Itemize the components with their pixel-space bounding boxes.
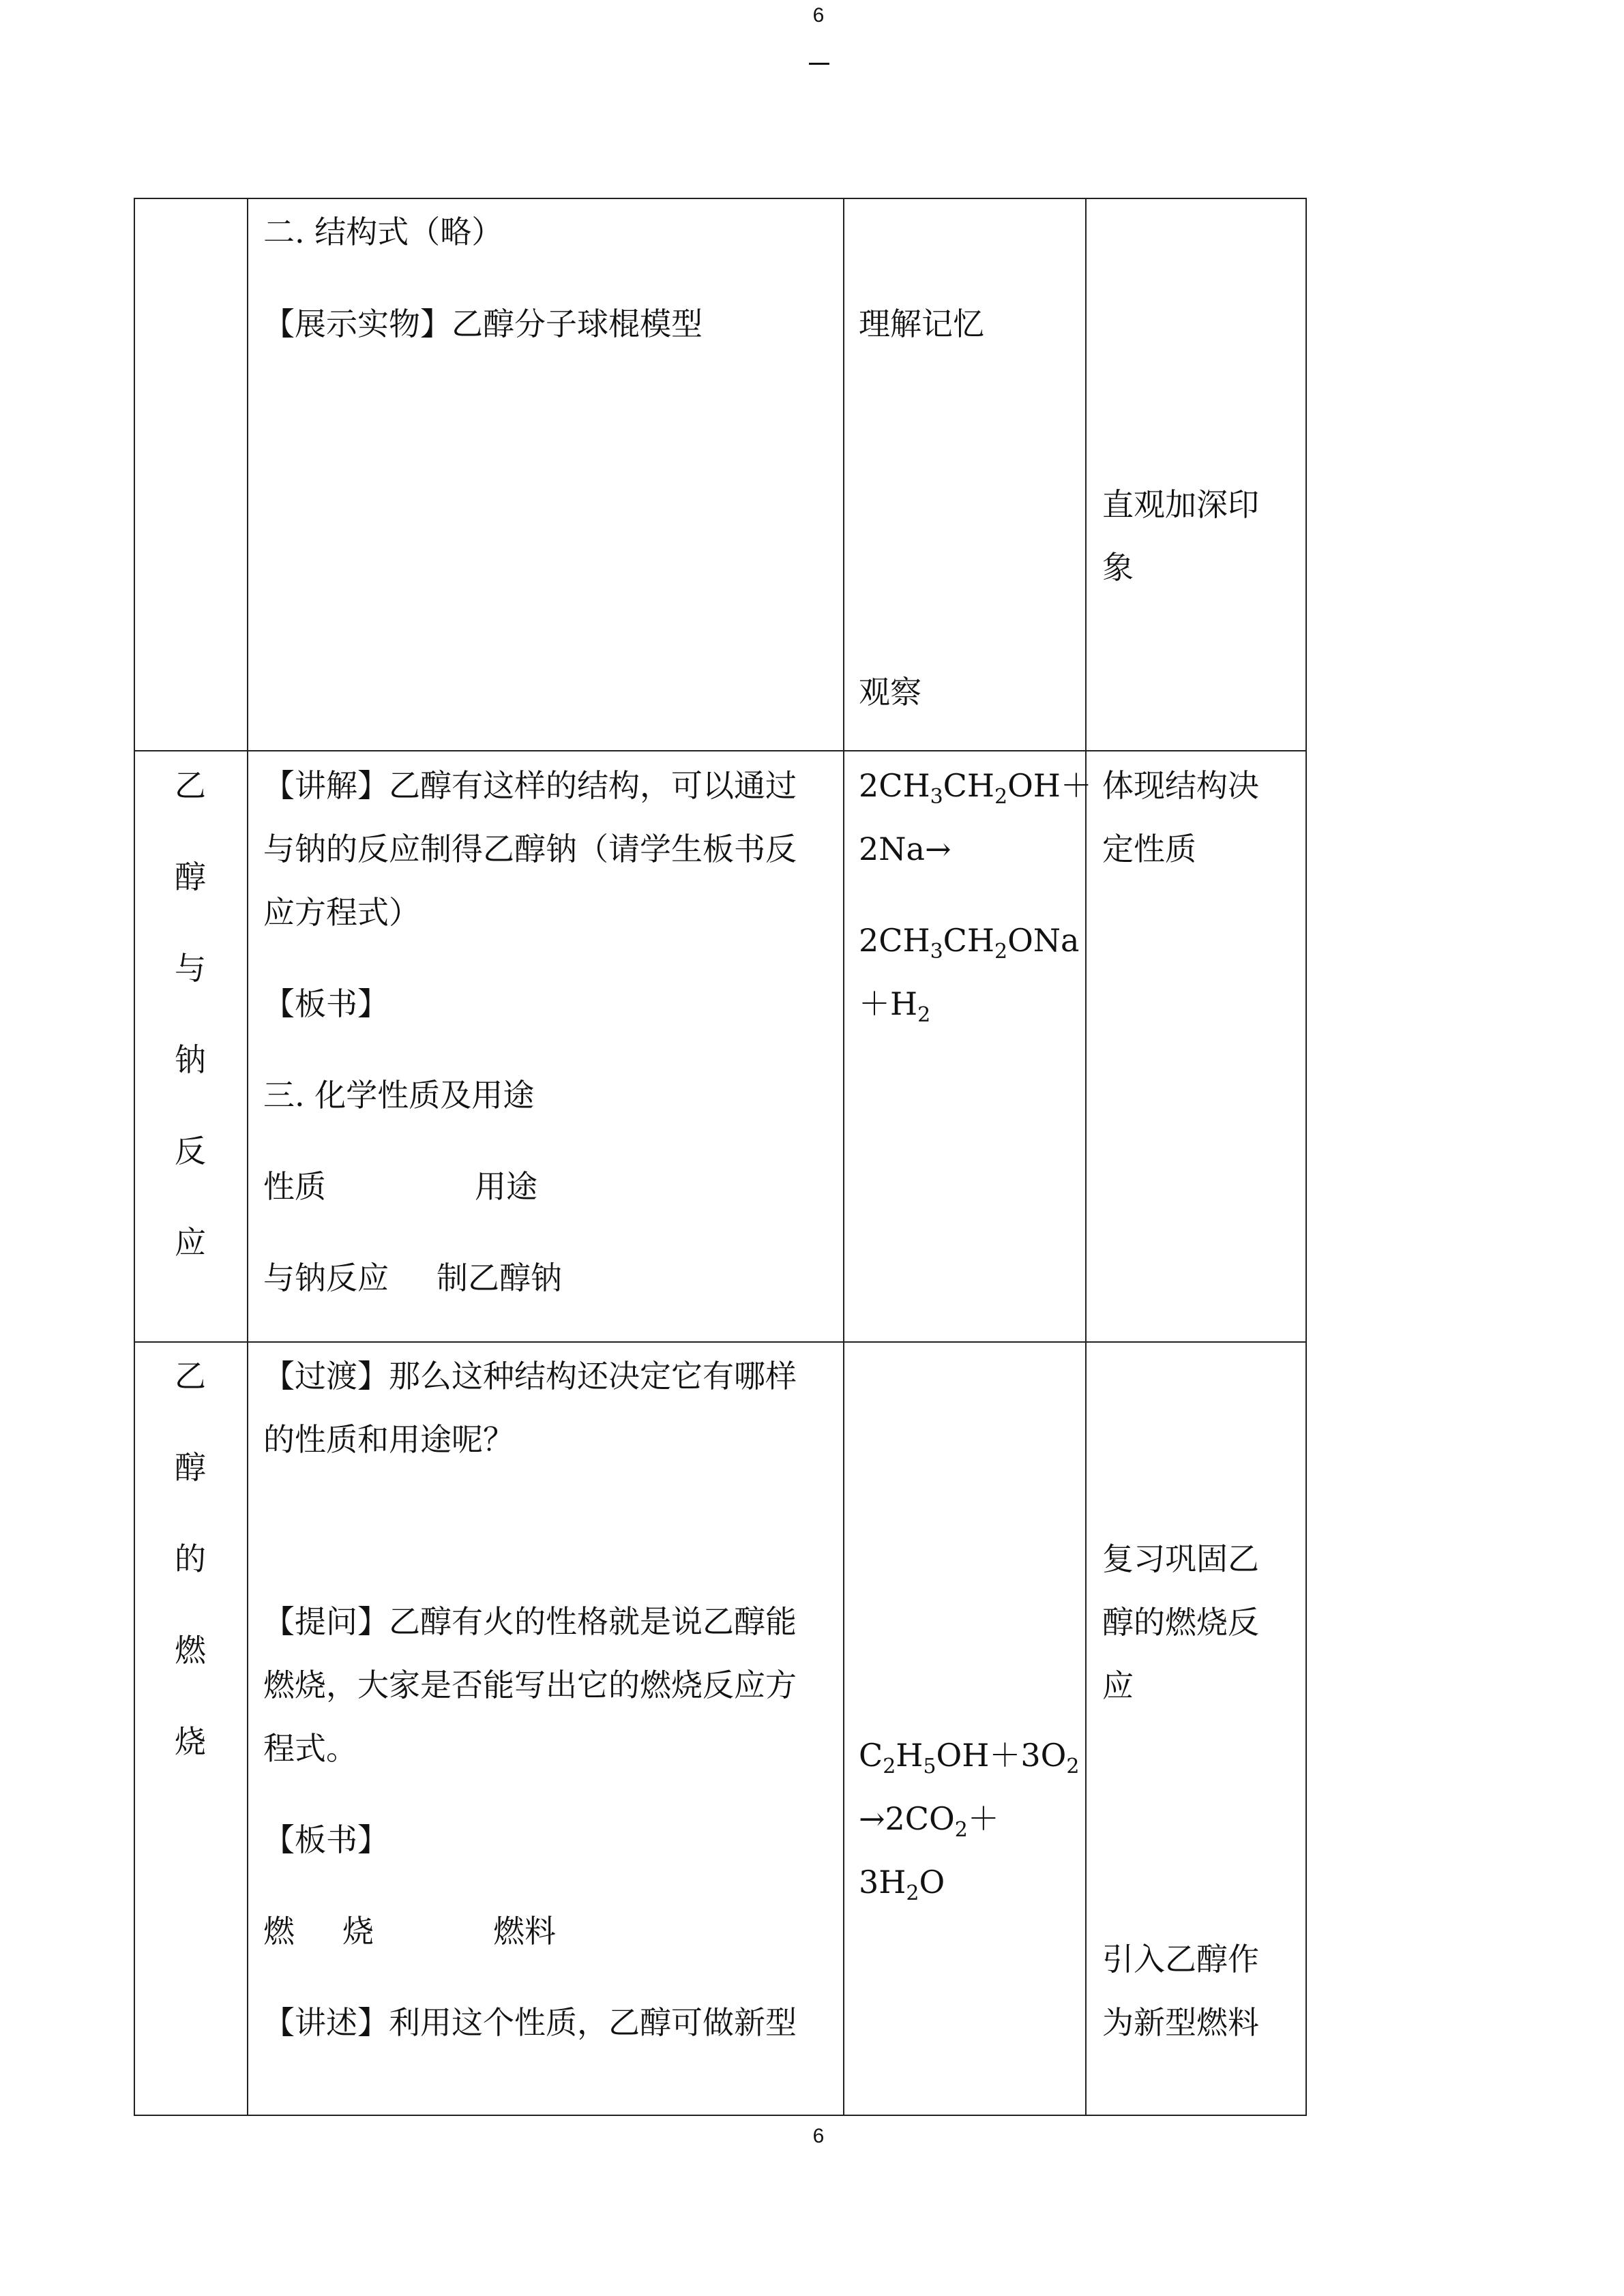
intent-3e: 为新型燃料 <box>1102 2004 1259 2041</box>
row3-label-char: 燃 <box>175 1632 206 1669</box>
board-label-2: 【板书】 <box>263 1821 389 1858</box>
table-border-left <box>134 198 135 2116</box>
property-col-header: 性质 <box>263 1168 326 1205</box>
row2-label-char: 钠 <box>175 1041 206 1078</box>
table-border-right <box>1305 198 1307 2116</box>
row2-label-char: 应 <box>175 1224 206 1261</box>
narration-line: 【讲述】利用这个性质，乙醇可做新型 <box>263 2004 797 2041</box>
table-border-bottom <box>134 2115 1307 2116</box>
row2-label-char: 乙 <box>175 767 206 804</box>
row2-label-char: 与 <box>175 950 206 987</box>
board-label: 【板书】 <box>263 985 389 1022</box>
fuel-label: 燃料 <box>493 1913 556 1950</box>
student-activity-1: 理解记忆 <box>859 305 984 342</box>
combustion-eq-2: $\to 2CO_2+$ <box>859 1800 999 1842</box>
row3-label-char: 烧 <box>175 1723 206 1760</box>
question-line-1: 【提问】乙醇有火的性格就是说乙醇能 <box>263 1603 797 1640</box>
intent-3b: 醇的燃烧反 <box>1102 1604 1259 1641</box>
lesson-table <box>134 198 1307 2116</box>
row2-label-char: 反 <box>175 1133 206 1169</box>
chem-properties-heading: 三. 化学性质及用途 <box>263 1077 535 1114</box>
transition-line-2: 的性质和用途呢？ <box>263 1421 514 1458</box>
explain-line-1: 【讲解】乙醇有这样的结构，可以通过 <box>263 767 797 804</box>
intent-3c: 应 <box>1102 1667 1134 1704</box>
combustion-char-2: 烧 <box>342 1913 374 1950</box>
property-value: 与钠反应 <box>263 1259 389 1296</box>
use-col-header: 用途 <box>475 1168 537 1205</box>
use-value: 制乙醇钠 <box>437 1259 562 1296</box>
intent-1b: 象 <box>1102 549 1134 586</box>
header-dash <box>809 63 829 65</box>
demo-text: 【展示实物】乙醇分子球棍模型 <box>263 305 703 342</box>
col-divider-3 <box>1085 198 1087 2116</box>
intent-3d: 引入乙醇作 <box>1102 1941 1259 1978</box>
combustion-eq-3: $3H_2O$ <box>859 1864 945 1905</box>
intent-2b: 定性质 <box>1102 831 1196 867</box>
explain-line-2: 与钠的反应制得乙醇钠（请学生板书反 <box>263 831 797 867</box>
combustion-eq-1: $C_2H_5OH+3O_2$ <box>859 1737 1080 1778</box>
intent-2a: 体现结构决 <box>1102 767 1259 804</box>
row3-label-char: 醇 <box>175 1449 206 1486</box>
intent-3a: 复习巩固乙 <box>1102 1540 1259 1577</box>
equation-line-3: $2CH_3CH_2ONa$ <box>859 922 1080 964</box>
row2-label-char: 醇 <box>175 859 206 895</box>
intent-1a: 直观加深印 <box>1102 486 1259 523</box>
structure-heading: 二. 结构式（略） <box>263 213 503 250</box>
transition-line-1: 【过渡】那么这种结构还决定它有哪样 <box>263 1358 797 1395</box>
table-border-top <box>134 198 1307 199</box>
question-line-2: 燃烧，大家是否能写出它的燃烧反应方 <box>263 1667 797 1703</box>
question-line-3: 程式。 <box>263 1730 357 1767</box>
row-divider-1 <box>134 750 1307 751</box>
page-number-top: 6 <box>812 4 825 27</box>
col-divider-1 <box>247 198 248 2116</box>
row3-label-char: 的 <box>175 1540 206 1577</box>
explain-line-3: 应方程式） <box>263 894 420 931</box>
equation-line-1: $2CH_3CH_2OH+$ <box>859 767 1092 809</box>
row3-label-char: 乙 <box>175 1358 206 1395</box>
col-divider-2 <box>843 198 844 2116</box>
equation-line-4: $+H_2$ <box>859 985 931 1027</box>
equation-line-2: 2Na→ <box>859 831 951 867</box>
page-number-bottom: 6 <box>812 2125 825 2147</box>
combustion-char-1: 燃 <box>263 1913 295 1950</box>
row-divider-2 <box>134 1341 1307 1343</box>
student-activity-2: 观察 <box>859 674 921 711</box>
